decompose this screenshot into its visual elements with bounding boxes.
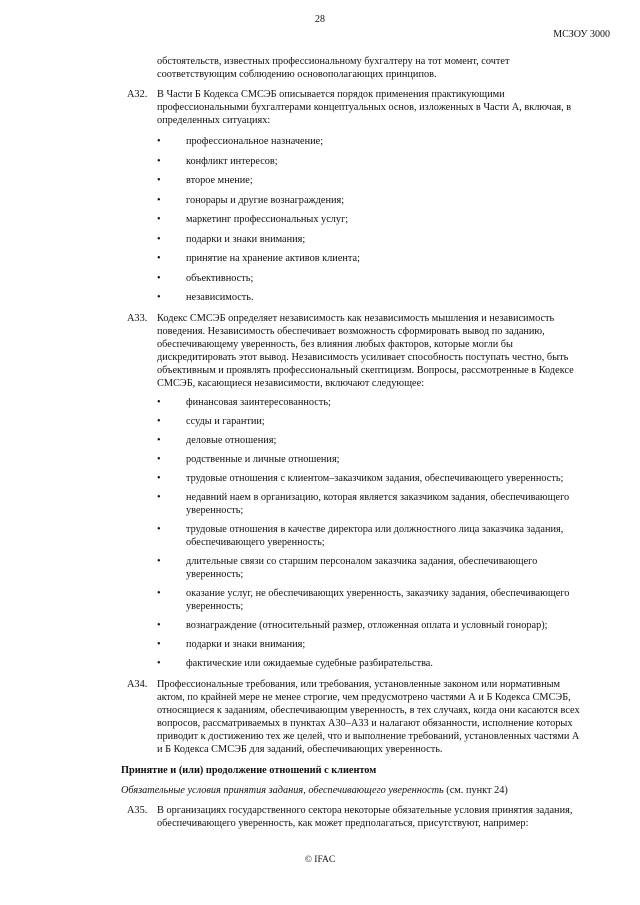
list-item: длительные связи со старшим персоналом заказчика задания, обеспечивающего <box>186 556 538 567</box>
bullet-icon: • <box>157 658 161 669</box>
section-heading: Принятие и (или) продолжение отношений с клиентом <box>121 765 377 776</box>
paragraph-line: обеспечивающему уверенность, без влияния любых факторов, которые могли бы <box>157 339 513 350</box>
paragraph-line: актом, по крайней мере не менее строгие, чем предусмотрено частями А и Б Кодекса СМСЭБ, <box>157 692 571 703</box>
list-item: деловые отношения; <box>186 435 277 446</box>
list-item: ссуды и гарантии; <box>186 416 265 427</box>
bullet-icon: • <box>157 473 161 484</box>
paragraph-line: соответствующим соблюдению основополагающих принципов. <box>157 69 437 80</box>
list-item: недавний наем в организацию, которая является заказчиком задания, обеспечивающего <box>186 492 570 503</box>
list-item: уверенность; <box>186 569 244 580</box>
bullet-icon: • <box>157 214 161 225</box>
list-item: гонорары и другие вознаграждения; <box>186 195 345 206</box>
paragraph-line: вопросов, рассматриваемых в пунктах A30–A33 и налагают обязанности, исполнение которых <box>157 718 573 729</box>
paragraph-line: поведения. Независимость обеспечивает возможность сформировать вывод по заданию, <box>157 326 545 337</box>
paragraph-line: СМСЭБ, касающиеся независимости, включают следующее: <box>157 378 425 389</box>
bullet-icon: • <box>157 416 161 427</box>
list-item: трудовые отношения с клиентом–заказчиком задания, обеспечивающего уверенность; <box>186 473 564 484</box>
paragraph-line: относящиеся к заданиям, обеспечивающим уверенность, в тех случаях, когда они касаются всех <box>157 705 580 716</box>
subheading <box>121 784 508 797</box>
bullet-icon: • <box>157 397 161 408</box>
copyright-footer: © IFAC <box>304 855 336 865</box>
list-item: уверенность; <box>186 601 244 612</box>
bullet-icon: • <box>157 620 161 631</box>
bullet-icon: • <box>157 556 161 567</box>
list-item: подарки и знаки внимания; <box>186 639 306 650</box>
paragraph-line: определенных ситуациях: <box>157 115 271 126</box>
bullet-icon: • <box>157 292 161 303</box>
bullet-icon: • <box>157 175 161 186</box>
bullet-icon: • <box>157 156 161 167</box>
list-item: уверенность; <box>186 505 244 516</box>
standard-code: МСЗОУ 3000 <box>553 29 610 40</box>
list-item: обеспечивающего уверенность; <box>186 537 325 548</box>
list-item: профессиональное назначение; <box>186 136 324 147</box>
list-item: независимость. <box>186 292 254 303</box>
list-item: конфликт интересов; <box>186 156 278 167</box>
paragraph-line: Кодекс СМСЭБ определяет независимость как независимость мышления и независимость <box>157 313 555 324</box>
list-item: объективность; <box>186 273 254 284</box>
paragraph-line: профессиональными бухгалтерами концептуальных основ, изложенных в Части А, включая, в <box>157 102 572 113</box>
bullet-icon: • <box>157 136 161 147</box>
list-item: родственные и личные отношения; <box>186 454 340 465</box>
list-item: финансовая заинтересованность; <box>186 397 331 408</box>
list-item: трудовые отношения в качестве директора или должностного лица заказчика задания, <box>186 524 564 535</box>
paragraph-line: дискредитировать этот вывод. Независимость усиливает способность поступать честно, быть <box>157 352 569 363</box>
bullet-icon: • <box>157 253 161 264</box>
paragraph-line: В Части Б Кодекса СМСЭБ описывается порядок применения практикующими <box>157 89 505 100</box>
paragraph-line: В организациях государственного сектора некоторые обязательные условия принятия задания, <box>157 805 573 816</box>
paragraph-number: A32. <box>127 89 148 100</box>
bullet-icon: • <box>157 639 161 650</box>
list-item: оказание услуг, не обеспечивающих уверенность, заказчику задания, обеспечивающего <box>186 588 570 599</box>
paragraph-line: приводит к достижению тех же целей, что и выполнение требований, установленных частями А <box>157 731 580 742</box>
paragraph-number: A33. <box>127 313 148 324</box>
bullet-icon: • <box>157 435 161 446</box>
paragraph-line: Профессиональные требования, или требования, установленные законом или нормативным <box>157 679 561 690</box>
list-item: второе мнение; <box>186 175 253 186</box>
list-item: маркетинг профессиональных услуг; <box>186 214 349 225</box>
list-item: принятие на хранение активов клиента; <box>186 253 360 264</box>
paragraph-line: обеспечивающего уверенность, как может предполагаться, присутствуют, например: <box>157 818 529 829</box>
paragraph-number: A35. <box>127 805 148 816</box>
bullet-icon: • <box>157 454 161 465</box>
list-item: фактические или ожидаемые судебные разбирательства. <box>186 658 433 669</box>
list-item: вознаграждение (относительный размер, отложенная оплата и условный гонорар); <box>186 620 548 631</box>
paragraph-line: объективным и проявлять профессиональный скептицизм. Вопросы, рассмотренные в Кодексе <box>157 365 574 376</box>
list-item: подарки и знаки внимания; <box>186 234 306 245</box>
paragraph-line: обстоятельств, известных профессиональному бухгалтеру на тот момент, сочтет <box>157 56 510 67</box>
bullet-icon: • <box>157 588 161 599</box>
bullet-icon: • <box>157 492 161 503</box>
page-number: 28 <box>315 14 325 25</box>
paragraph-number: A34. <box>127 679 148 690</box>
bullet-icon: • <box>157 273 161 284</box>
subheading-italic: Обязательные условия принятия задания, обеспечивающего уверенность <box>121 785 444 796</box>
bullet-icon: • <box>157 524 161 535</box>
bullet-icon: • <box>157 195 161 206</box>
subheading-reference: (см. пункт 24) <box>443 785 508 796</box>
bullet-icon: • <box>157 234 161 245</box>
paragraph-line: и Б Кодекса СМСЭБ для заданий, обеспечивающих уверенность. <box>157 744 443 755</box>
